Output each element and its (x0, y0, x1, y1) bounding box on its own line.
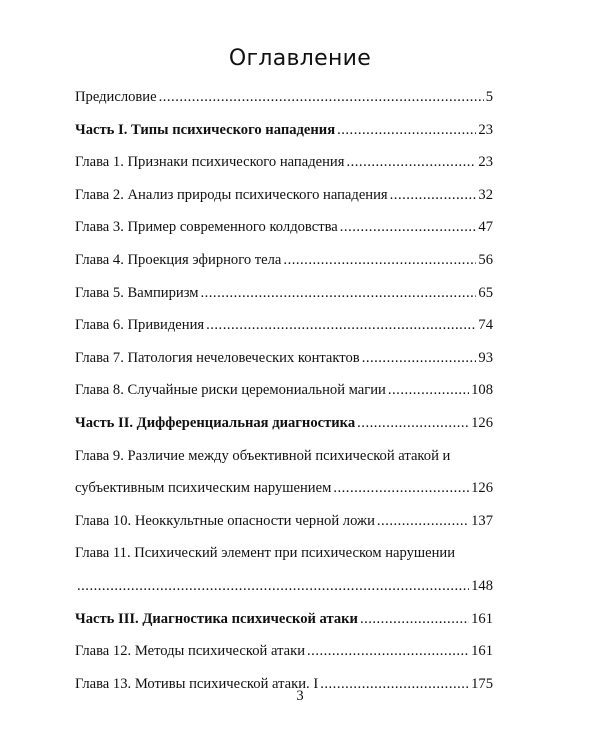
toc-entry-chapter-8 (75, 382, 493, 399)
dot-leader (357, 415, 469, 432)
toc-entry-page: 126 (471, 414, 493, 431)
toc-entry-chapter-11-line-1 (75, 545, 493, 562)
dot-leader (307, 643, 469, 660)
toc-entry-label: Часть II. Дифференциальная диагностика (75, 414, 356, 431)
toc-entry-page: 108 (471, 382, 493, 399)
toc-entry-part-1 (75, 122, 493, 139)
toc-entry-page: 23 (478, 121, 493, 138)
toc-entry-label: субъективным психическим нарушением (75, 480, 332, 497)
toc-entry-chapter-2 (75, 187, 493, 204)
dot-leader (333, 480, 469, 497)
toc-entry-page: 65 (478, 284, 493, 301)
page-title: Оглавление (228, 46, 372, 71)
toc-entry-page: 93 (478, 349, 493, 366)
toc-entry-chapter-11-line-2 (75, 578, 493, 595)
toc-entry-label: Глава 12. Методы психической атаки (75, 643, 306, 660)
toc-entry-chapter-10 (75, 513, 493, 530)
dot-leader (340, 219, 477, 236)
toc-entry-label: Глава 9. Различие между объективной психической атакой и (75, 447, 451, 464)
toc-entry-page: 175 (471, 675, 493, 692)
toc-entry-label: Глава 7. Патология нечеловеческих контактов (75, 349, 360, 366)
toc-entry-label: Часть III. Диагностика психической атаки (75, 610, 358, 627)
toc-entry-page: 161 (471, 610, 493, 627)
toc-entry-chapter-3 (75, 219, 493, 236)
toc-entry-page: 5 (485, 89, 493, 105)
dot-leader (77, 578, 469, 595)
dot-leader (362, 350, 477, 367)
toc-entry-label: Часть I. Типы психического нападения (75, 121, 336, 138)
toc-entry-label: Глава 3. Пример современного колдовства (75, 219, 338, 236)
page-number: 3 (296, 688, 304, 704)
toc-entry-chapter-4 (75, 252, 493, 269)
toc-entry-label: Глава 4. Проекция эфирного тела (75, 251, 282, 268)
toc-entry-page: 56 (478, 251, 493, 268)
toc-entry-page: 161 (471, 643, 493, 660)
toc-entry-page: 137 (471, 512, 493, 529)
toc-entry-chapter-6 (75, 317, 493, 334)
dot-leader (200, 285, 476, 302)
dot-leader (206, 317, 476, 334)
dot-leader (346, 154, 476, 171)
dot-leader (337, 122, 476, 139)
dot-leader (159, 89, 484, 106)
toc-entry-label: Предисловие (75, 89, 157, 105)
dot-leader (360, 611, 469, 628)
toc-entry-label: Глава 11. Психический элемент при психическом нарушении (75, 545, 456, 562)
toc-entry-page: 23 (478, 154, 493, 171)
toc-entry-chapter-7 (75, 350, 493, 367)
toc-entry-chapter-5 (75, 285, 493, 302)
dot-leader (377, 513, 469, 530)
toc-entry-label: Глава 5. Вампиризм (75, 284, 199, 301)
toc-entry-label: Глава 6. Привидения (75, 317, 205, 334)
toc-entry-chapter-9-line-2 (75, 480, 493, 497)
dot-leader (283, 252, 476, 269)
toc-entry-page: 32 (478, 186, 493, 203)
toc-entry-chapter-12 (75, 643, 493, 660)
dot-leader (390, 187, 477, 204)
table-of-contents (75, 89, 493, 708)
toc-entry-label: Глава 10. Неоккультные опасности черной ложи (75, 512, 375, 529)
toc-entry-chapter-9-line-1 (75, 448, 493, 465)
toc-entry-preface (75, 89, 493, 106)
toc-entry-page: 126 (471, 480, 493, 497)
toc-entry-part-3 (75, 611, 493, 628)
toc-entry-label: Глава 13. Мотивы психической атаки. I (75, 675, 319, 692)
toc-entry-page: 47 (478, 219, 493, 236)
toc-entry-label: Глава 2. Анализ природы психического нападения (75, 186, 388, 203)
toc-entry-chapter-1 (75, 154, 493, 171)
toc-entry-label: Глава 1. Признаки психического нападения (75, 154, 345, 171)
dot-leader (388, 382, 469, 399)
toc-entry-page: 74 (478, 317, 493, 334)
toc-entry-page: 148 (471, 577, 493, 594)
toc-entry-part-2 (75, 415, 493, 432)
toc-entry-label: Глава 8. Случайные риски церемониальной магии (75, 382, 386, 399)
